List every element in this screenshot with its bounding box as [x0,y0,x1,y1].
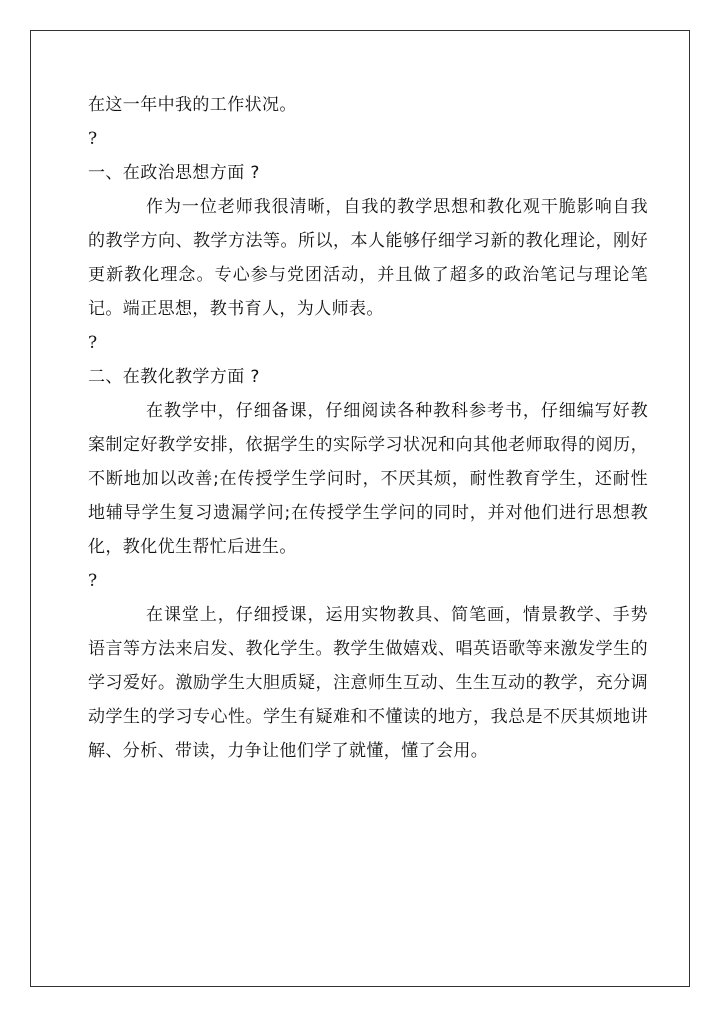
paragraph-political: 作为一位老师我很清晰，自我的教学思想和教化观干脆影响自我的教学方向、教学方法等。所以，本人能够仔细学习新的教化理论，刚好更新教化理念。专心参与党团活动，并且做了超多的政治笔记与理论笔记。端正思想，教书育人，为人师表。 [88,197,648,319]
section-heading-political: 一、在政治思想方面 ? [88,163,260,183]
intro-line: 在这一年中我的工作状况。 [88,95,297,115]
question-marker: ? [88,333,98,353]
question-marker: ? [88,571,98,591]
section-heading-teaching: 二、在教化教学方面 ? [88,367,260,387]
paragraph-classroom: 在课堂上，仔细授课，运用实物教具、简笔画，情景教学、手势语言等方法来启发、教化学生。教学生做嬉戏、唱英语歌等来激发学生的学习爱好。激励学生大胆质疑，注意师生互动、生生互动的教学，充分调动学生的学习专心性。学生有疑难和不懂读的地方，我总是不厌其烦地讲解、分析、带读，力争让他们学了就懂，懂了会用。 [88,605,648,761]
question-marker: ? [88,129,98,149]
paragraph-teaching: 在教学中，仔细备课，仔细阅读各种教科参考书，仔细编写好教案制定好教学安排，依据学生的实际学习状况和向其他老师取得的阅历，不断地加以改善;在传授学生学问时，不厌其烦，耐性教育学生，还耐性地辅导学生复习遗漏学问;在传授学生学问的同时，并对他们进行思想教化，教化优生帮忙后进生。 [88,401,648,557]
document-body [88,88,648,768]
